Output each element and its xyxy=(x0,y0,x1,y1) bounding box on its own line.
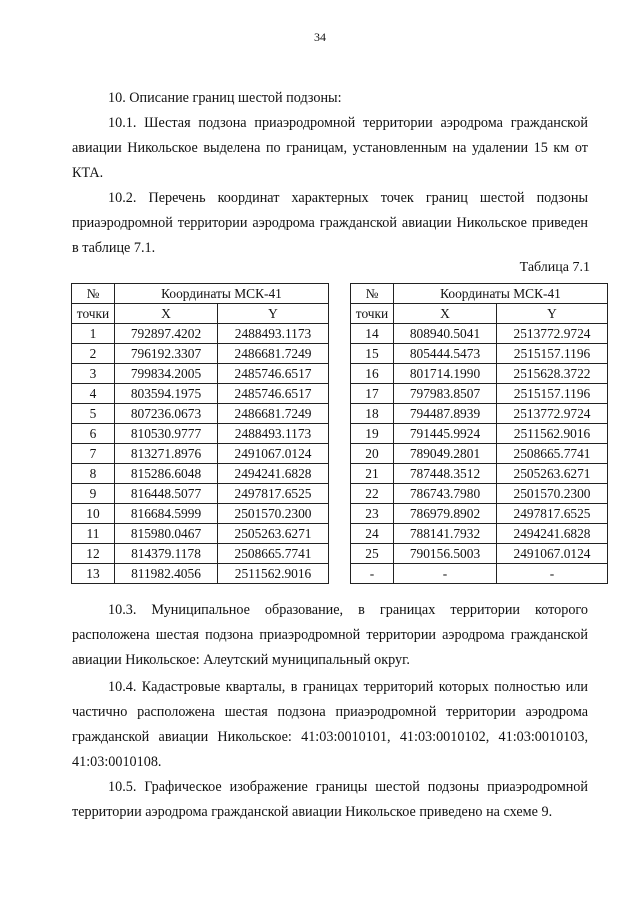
x-coordinate-cell: 810530.9777 xyxy=(115,424,218,444)
point-number-cell: 6 xyxy=(72,424,115,444)
page-number: 34 xyxy=(314,30,326,44)
table-row xyxy=(351,424,608,444)
x-coordinate-cell: 807236.0673 xyxy=(115,404,218,424)
y-coordinate-cell: 2515157.1196 xyxy=(497,384,608,404)
table-row xyxy=(351,504,608,524)
x-coordinate-cell: 805444.5473 xyxy=(394,344,497,364)
header-coords: Координаты МСК-41 xyxy=(115,284,329,304)
y-coordinate-cell: 2494241.6828 xyxy=(497,524,608,544)
table-row xyxy=(72,444,329,464)
y-coordinate-cell: 2485746.6517 xyxy=(218,384,329,404)
point-number-cell: 16 xyxy=(351,364,394,384)
point-number-cell: 5 xyxy=(72,404,115,424)
table-row xyxy=(72,344,329,364)
table-row xyxy=(351,384,608,404)
table-row xyxy=(72,524,329,544)
point-number-cell: 19 xyxy=(351,424,394,444)
y-coordinate-cell: 2497817.6525 xyxy=(497,504,608,524)
x-coordinate-cell: 794487.8939 xyxy=(394,404,497,424)
y-coordinate-cell: 2513772.9724 xyxy=(497,404,608,424)
point-number-cell: 11 xyxy=(72,524,115,544)
table-row xyxy=(72,464,329,484)
point-number-cell: - xyxy=(351,564,394,584)
y-coordinate-cell: 2486681.7249 xyxy=(218,404,329,424)
table-row xyxy=(72,324,329,344)
y-coordinate-cell: 2505263.6271 xyxy=(218,524,329,544)
y-coordinate-cell: 2515157.1196 xyxy=(497,344,608,364)
y-coordinate-cell: 2491067.0124 xyxy=(497,544,608,564)
x-coordinate-cell: 791445.9924 xyxy=(394,424,497,444)
section-heading: 10. Описание границ шестой подзоны: xyxy=(108,90,342,106)
table-header-row xyxy=(72,284,329,304)
y-coordinate-cell: 2513772.9724 xyxy=(497,324,608,344)
point-number-cell: 20 xyxy=(351,444,394,464)
x-coordinate-cell: 786743.7980 xyxy=(394,484,497,504)
table-row xyxy=(72,384,329,404)
y-coordinate-cell: 2485746.6517 xyxy=(218,364,329,384)
table-row xyxy=(351,564,608,584)
point-number-cell: 2 xyxy=(72,344,115,364)
table-row xyxy=(72,484,329,504)
paragraph-10-3: 10.3. Муниципальное образование, в границах территории которого расположена шестая подзона приаэродромной территории аэродрома гражданской авиации Никольское: Алеутский муниципальный округ. xyxy=(72,602,588,668)
table-subheader-row xyxy=(351,304,608,324)
point-number-cell: 13 xyxy=(72,564,115,584)
table-subheader-row xyxy=(72,304,329,324)
paragraph-10-1: 10.1. Шестая подзона приаэродромной территории аэродрома гражданской авиации Никольское выделена по границам, установленным на удалении 15 км от КТА. xyxy=(72,115,588,181)
y-coordinate-cell: 2501570.2300 xyxy=(218,504,329,524)
x-coordinate-cell: 786979.8902 xyxy=(394,504,497,524)
point-number-cell: 21 xyxy=(351,464,394,484)
table-row xyxy=(351,364,608,384)
x-coordinate-cell: 789049.2801 xyxy=(394,444,497,464)
x-coordinate-cell: 787448.3512 xyxy=(394,464,497,484)
y-coordinate-cell: 2494241.6828 xyxy=(218,464,329,484)
point-number-cell: 18 xyxy=(351,404,394,424)
y-coordinate-cell: 2488493.1173 xyxy=(218,424,329,444)
paragraph-10-4: 10.4. Кадастровые кварталы, в границах территорий которых полностью или частично расположена шестая подзона приаэродромной территории аэродрома гражданской авиации Никольское: 41:03:0010101, 41:03:0010102, 41:03:0010103, 41:03:0010108. xyxy=(72,679,588,770)
point-number-cell: 10 xyxy=(72,504,115,524)
table-row xyxy=(351,524,608,544)
point-number-cell: 24 xyxy=(351,524,394,544)
y-coordinate-cell: 2505263.6271 xyxy=(497,464,608,484)
point-number-cell: 7 xyxy=(72,444,115,464)
header-y: Y xyxy=(497,304,608,324)
y-coordinate-cell: 2515628.3722 xyxy=(497,364,608,384)
x-coordinate-cell: 815980.0467 xyxy=(115,524,218,544)
header-x: X xyxy=(115,304,218,324)
table-row xyxy=(72,504,329,524)
point-number-cell: 1 xyxy=(72,324,115,344)
header-x: X xyxy=(394,304,497,324)
header-point: точки xyxy=(72,304,115,324)
point-number-cell: 3 xyxy=(72,364,115,384)
table-row xyxy=(351,464,608,484)
x-coordinate-cell: 808940.5041 xyxy=(394,324,497,344)
header-coords: Координаты МСК-41 xyxy=(394,284,608,304)
table-row xyxy=(72,564,329,584)
point-number-cell: 14 xyxy=(351,324,394,344)
y-coordinate-cell: - xyxy=(497,564,608,584)
table-row xyxy=(351,344,608,364)
header-point: точки xyxy=(351,304,394,324)
x-coordinate-cell: 814379.1178 xyxy=(115,544,218,564)
table-row xyxy=(351,324,608,344)
x-coordinate-cell: 813271.8976 xyxy=(115,444,218,464)
y-coordinate-cell: 2511562.9016 xyxy=(218,564,329,584)
paragraph-10-5: 10.5. Графическое изображение границы шестой подзоны приаэродромной территории аэродрома гражданской авиации Никольское приведено на схеме 9. xyxy=(72,779,588,820)
point-number-cell: 22 xyxy=(351,484,394,504)
point-number-cell: 23 xyxy=(351,504,394,524)
table-row xyxy=(72,544,329,564)
x-coordinate-cell: 790156.5003 xyxy=(394,544,497,564)
table-row xyxy=(351,484,608,504)
point-number-cell: 8 xyxy=(72,464,115,484)
x-coordinate-cell: 816448.5077 xyxy=(115,484,218,504)
x-coordinate-cell: 815286.6048 xyxy=(115,464,218,484)
y-coordinate-cell: 2508665.7741 xyxy=(497,444,608,464)
point-number-cell: 25 xyxy=(351,544,394,564)
point-number-cell: 12 xyxy=(72,544,115,564)
table-row xyxy=(351,544,608,564)
x-coordinate-cell: 792897.4202 xyxy=(115,324,218,344)
x-coordinate-cell: 816684.5999 xyxy=(115,504,218,524)
y-coordinate-cell: 2497817.6525 xyxy=(218,484,329,504)
table-row xyxy=(351,404,608,424)
y-coordinate-cell: 2486681.7249 xyxy=(218,344,329,364)
point-number-cell: 4 xyxy=(72,384,115,404)
table-row xyxy=(72,404,329,424)
table-header-row xyxy=(351,284,608,304)
table-row xyxy=(72,364,329,384)
table-caption: Таблица 7.1 xyxy=(519,260,590,275)
table-row xyxy=(72,424,329,444)
point-number-cell: 9 xyxy=(72,484,115,504)
y-coordinate-cell: 2491067.0124 xyxy=(218,444,329,464)
point-number-cell: 17 xyxy=(351,384,394,404)
coordinates-table-right xyxy=(350,283,608,584)
point-number-cell: 15 xyxy=(351,344,394,364)
x-coordinate-cell: - xyxy=(394,564,497,584)
x-coordinate-cell: 799834.2005 xyxy=(115,364,218,384)
x-coordinate-cell: 801714.1990 xyxy=(394,364,497,384)
y-coordinate-cell: 2511562.9016 xyxy=(497,424,608,444)
x-coordinate-cell: 797983.8507 xyxy=(394,384,497,404)
x-coordinate-cell: 811982.4056 xyxy=(115,564,218,584)
x-coordinate-cell: 803594.1975 xyxy=(115,384,218,404)
x-coordinate-cell: 796192.3307 xyxy=(115,344,218,364)
header-no: № xyxy=(72,284,115,304)
table-row xyxy=(351,444,608,464)
paragraph-10-2: 10.2. Перечень координат характерных точек границ шестой подзоны приаэродромной территории аэродрома гражданской авиации Никольское приведен в таблице 7.1. xyxy=(72,190,588,256)
coordinates-table-left xyxy=(71,283,329,584)
header-y: Y xyxy=(218,304,329,324)
x-coordinate-cell: 788141.7932 xyxy=(394,524,497,544)
header-no: № xyxy=(351,284,394,304)
y-coordinate-cell: 2501570.2300 xyxy=(497,484,608,504)
y-coordinate-cell: 2508665.7741 xyxy=(218,544,329,564)
y-coordinate-cell: 2488493.1173 xyxy=(218,324,329,344)
